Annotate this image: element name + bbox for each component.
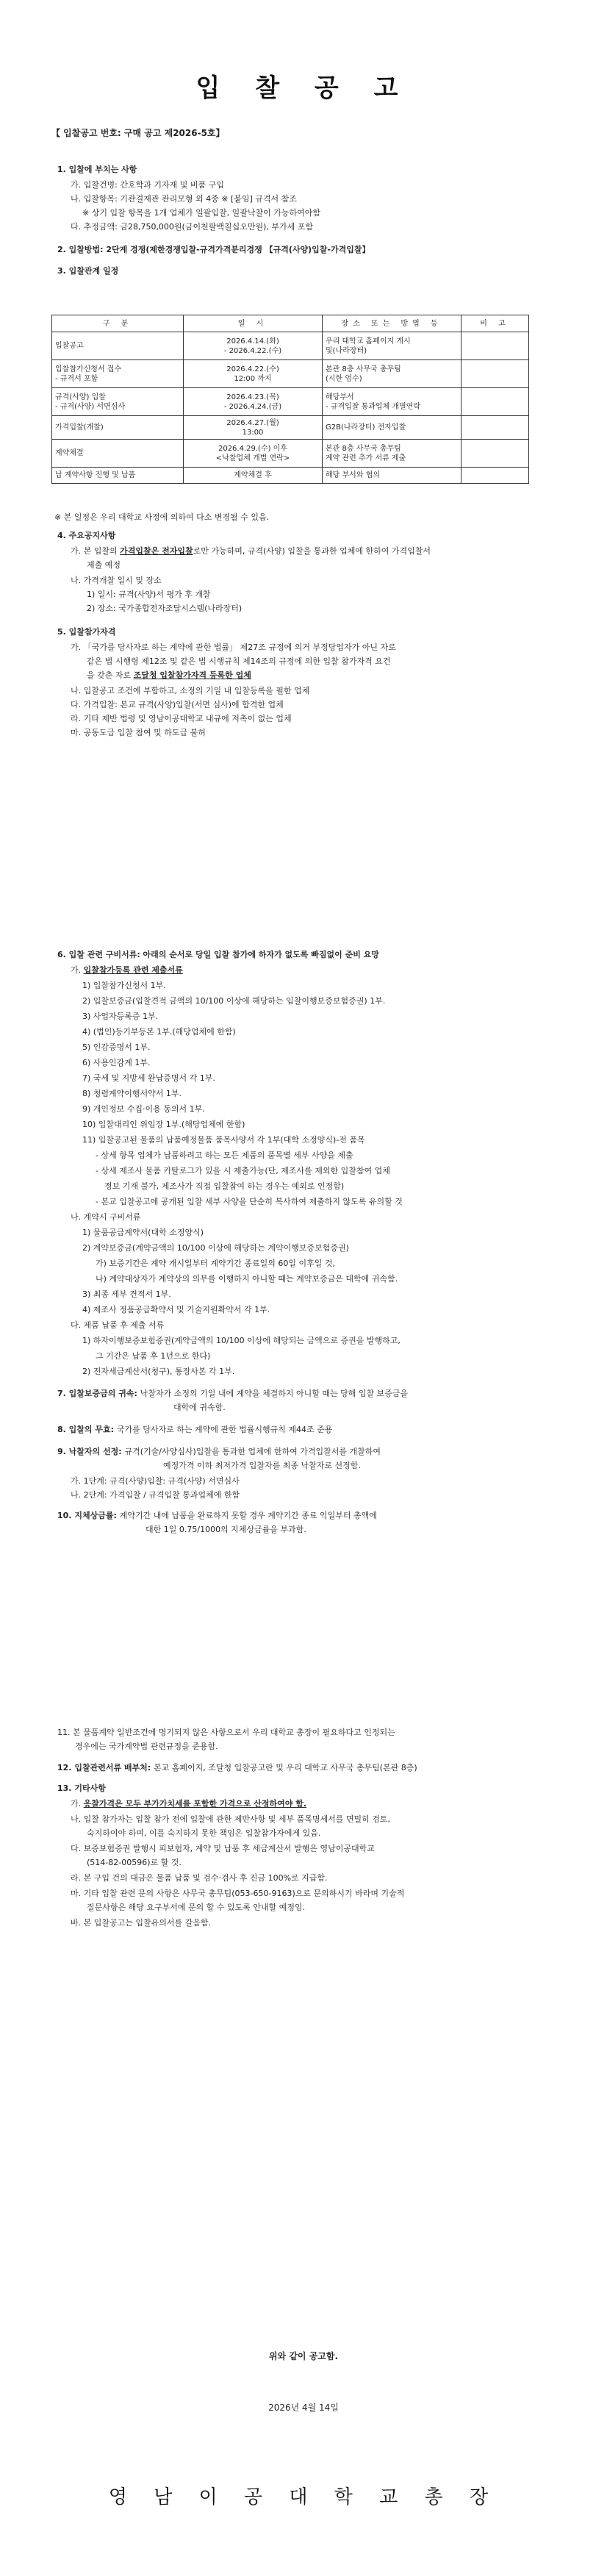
body-line — [57, 531, 115, 541]
body-line — [82, 1135, 365, 1145]
schedule-cell-category: 규격(사양) 입찰 - 규격(사양) 서면심사 — [52, 388, 184, 416]
schedule-cell-place: 해당부서 - 규격입찰 통과업체 개별연락 — [323, 388, 461, 416]
line-text: 11) 입찰공고된 물품의 납품예정물품 품목사양서 각 1부(대학 소정양식)-전 품목 — [82, 1135, 365, 1145]
line-text: 8) 청렴계약이행서약서 1부. — [82, 1089, 182, 1098]
body-line — [96, 1197, 403, 1207]
line-text: 경우에는 국가계약법 관련규정을 준용함. — [75, 1742, 218, 1751]
line-text: - 본교 입찰공고에 공개된 입찰 세부 사양을 단순히 복사하여 제출하지 않도록 유의할 것 — [96, 1197, 403, 1206]
body-line — [71, 1918, 211, 1928]
body-line — [82, 1367, 234, 1377]
line-text: 5. 입찰참가자격 — [57, 627, 116, 637]
line-text: 바. 본 입찰공고는 입찰유의서를 갈음함. — [71, 1918, 211, 1928]
line-text-part: 응찰가격은 모두 부가가치세를 포함한 가격으로 산정하여야 함. — [83, 1799, 307, 1808]
body-line — [82, 1336, 401, 1346]
line-text-part: 본교 홈페이지, 조달청 입찰공고란 및 우리 대학교 사무국 총무팀(본관 8층) — [154, 1763, 417, 1772]
line-text: 1. 입찰에 부치는 사항 — [57, 165, 137, 174]
line-text: 1) 일시: 규격(사양)서 평가 후 개찰 — [87, 590, 211, 599]
body-line — [71, 576, 162, 586]
body-line — [71, 1212, 141, 1223]
body-line — [163, 1461, 361, 1471]
body-line — [57, 950, 379, 960]
body-line — [82, 1243, 349, 1253]
line-text: 다. 보증보험증권 발행시 피보험자, 계약 및 납품 후 세금계산서 발행은 영남이공대학교 — [71, 1844, 375, 1853]
body-line — [82, 1012, 158, 1022]
line-text: 5) 인감증명서 1부. — [82, 1042, 151, 1052]
line-text: 2) 계약보증금(계약금액의 10/100 이상에 해당하는 계약이행보증보험증권) — [82, 1243, 349, 1253]
body-line — [96, 1151, 353, 1161]
schedule-cell-remarks — [461, 360, 529, 388]
line-text: 9. 낙찰자의 선정: — [57, 1447, 125, 1456]
schedule-table — [51, 315, 529, 484]
schedule-cell-remarks — [461, 468, 529, 484]
schedule-row — [52, 388, 529, 416]
line-text: 그 기간은 납품 후 1년으로 한다) — [96, 1351, 211, 1361]
body-line — [71, 686, 309, 696]
line-text-part: 낙찰자가 소정의 기일 내에 계약을 체결하지 아니할 때는 당해 입찰 보증금을 — [140, 1389, 409, 1398]
line-text-part: 국가를 당사자로 하는 계약에 관한 법률시행규칙 제44조 준용 — [116, 1425, 333, 1434]
body-line — [146, 1525, 306, 1535]
line-text: 13. 기타사항 — [57, 1783, 106, 1793]
line-text: - 상세 항목 업체가 납품하려고 하는 모든 제품의 품목별 세부 사양을 제출 — [96, 1151, 353, 1160]
body-line — [87, 1858, 182, 1868]
line-text: 마. 기타 입찰 관련 문의 사항은 사무국 총무팀(053-650-9163)으로 문의하시기 바라며 기술적 — [71, 1889, 405, 1898]
body-line — [71, 194, 297, 204]
schedule-cell-category: 입찰참가신청서 접수 - 규격서 포함 — [52, 360, 184, 388]
schedule-header-place: 장소 또는 방법 등 — [323, 315, 461, 332]
schedule-cell-datetime: 2026.4.29.(수) 이후 <낙찰업체 개별 연락> — [184, 440, 323, 468]
line-text: ※ 본 일정은 우리 대학교 사정에 의하여 다소 변경될 수 있음. — [54, 512, 270, 522]
line-text: 6) 사용인감계 1부. — [82, 1058, 151, 1067]
body-line — [71, 1889, 404, 1899]
schedule-header-remarks: 비 고 — [461, 315, 529, 332]
schedule-row — [52, 440, 529, 468]
body-line — [57, 1447, 381, 1457]
body-line — [71, 546, 431, 557]
body-line — [82, 1305, 270, 1315]
body-line — [57, 245, 370, 255]
body-line — [96, 1259, 335, 1269]
line-text: 나. 입찰 참가자는 입찰 참가 전에 입찰에 관한 제반사항 및 세부 품목명세서를 면밀히 검토, — [71, 1814, 390, 1824]
line-text: 나. 입찰공고 조건에 부합하고, 소정의 기일 내 입찰등록을 필한 업체 — [71, 686, 310, 695]
body-line — [71, 222, 313, 232]
line-text: 같은 법 시행령 제12조 및 같은 법 시행규칙 제14조의 규정에 의한 입찰 참가자격 요건 — [87, 656, 391, 666]
line-text: 9) 개인정보 수집·이용 동의서 1부. — [82, 1104, 205, 1114]
body-line — [71, 1490, 240, 1500]
body-line — [57, 165, 137, 175]
line-text: 4) (법인)등기부등본 1부.(해당업체에 한함) — [82, 1027, 236, 1037]
schedule-cell-datetime: 2026.4.14.(화) - 2026.4.22.(수) — [184, 332, 323, 360]
body-line — [96, 1351, 210, 1362]
schedule-row — [52, 468, 529, 484]
line-text-part: 조달청 입찰참가자격 등록한 업체 — [133, 670, 251, 680]
body-line — [82, 1089, 182, 1099]
line-text: 다. 제품 납품 후 제출 서류 — [71, 1320, 165, 1330]
schedule-cell-category: 계약체결 — [52, 440, 184, 468]
line-text: 대학에 귀속함. — [173, 1403, 226, 1412]
line-text: 1) 물품공급계약서(대학 소정양식) — [82, 1228, 204, 1237]
schedule-cell-place: 본관 8층 사무국 총무팀 (시한 엄수) — [323, 360, 461, 388]
line-text: 2) 장소: 국가종합전자조달시스템(나라장터) — [87, 604, 243, 613]
line-text: 4) 제조사 정품공급확약서 및 기술지원확약서 각 1부. — [82, 1305, 270, 1314]
body-line — [57, 266, 118, 276]
line-text: 제출 예정 — [87, 560, 121, 570]
body-line — [96, 1166, 390, 1176]
schedule-row — [52, 332, 529, 360]
line-text: 2. 입찰방법: 2단계 경쟁(제한경쟁입찰-규격가격분리경쟁 【규격(사양)입찰-가격입찰】 — [57, 245, 370, 254]
body-line — [87, 560, 121, 570]
signer-name: 영 남 이 공 대 학 교 총 장 — [108, 2486, 499, 2508]
schedule-cell-datetime: 계약체결 후 — [184, 468, 323, 484]
body-line — [82, 1289, 171, 1300]
line-text-part: 규격(기술/사양심사)입찰을 통과한 업체에 한하여 가격입찰서를 개찰하여 — [124, 1447, 381, 1456]
line-text-part: 가격입찰은 전자입찰 — [120, 546, 193, 556]
body-line — [71, 728, 206, 738]
line-text: 을 갖춘 자로 — [87, 670, 134, 680]
body-line — [71, 1476, 240, 1486]
line-text: 11. 본 물품계약 일반조건에 명기되지 않은 사항으로서 우리 대학교 총장이 필요하다고 인정되는 — [57, 1728, 395, 1737]
schedule-cell-place: G2B(나라장터) 전자입찰 — [323, 416, 461, 440]
body-line — [71, 1799, 306, 1809]
line-text: 8. 입찰의 무효: — [57, 1425, 117, 1434]
line-text: 10) 입찰대리인 위임장 1부.(해당업체에 한함) — [82, 1120, 245, 1129]
body-line — [82, 996, 385, 1006]
line-text: 7. 입찰보증금의 귀속: — [57, 1389, 140, 1398]
body-line — [87, 604, 242, 614]
line-text: - 상세 제조사 물품 카탈로그가 있을 시 제출가능(단, 제조사를 제외한 입찰참여 업체 — [96, 1166, 390, 1176]
body-line — [57, 627, 115, 637]
schedule-header-category: 구 분 — [52, 315, 184, 332]
line-text: 숙지하여야 하며, 이를 숙지하지 못한 책임은 입찰참가자에게 있음. — [87, 1828, 321, 1838]
schedule-cell-datetime: 2026.4.22.(수) 12:00 까지 — [184, 360, 323, 388]
line-text: 가. — [71, 1799, 84, 1808]
line-text: 나. 입찰항목: 기관결재관 관리모형 외 4종 ※ [붙임] 규격서 참조 — [71, 194, 297, 204]
line-text: 다. 추정금액: 금28,750,000원(금이천팔백칠십오만원), 부가세 포함 — [71, 222, 314, 232]
schedule-header-datetime: 일 시 — [184, 315, 323, 332]
body-line — [82, 1228, 204, 1238]
schedule-cell-remarks — [461, 332, 529, 360]
schedule-cell-category: 가격입찰(개찰) — [52, 416, 184, 440]
body-line — [173, 1403, 226, 1413]
line-text: 나. 가격개찰 일시 및 장소 — [71, 576, 162, 585]
line-text: ※ 상기 입찰 항목을 1개 업체가 일괄입찰, 일괄낙찰이 가능하여야함 — [82, 208, 320, 218]
body-line — [71, 1320, 164, 1331]
line-text: 7) 국세 및 지방세 완납증명서 각 1부. — [82, 1073, 215, 1083]
body-line — [82, 981, 166, 991]
line-text: 마. 공동도급 입찰 참여 및 하도급 불허 — [71, 728, 206, 737]
schedule-cell-datetime: 2026.4.23.(목) - 2026.4.24.(금) — [184, 388, 323, 416]
line-text: 나. 2단계: 가격입찰 / 규격입찰 통과업체에 한함 — [71, 1490, 240, 1500]
line-text: 6. 입찰 관련 구비서류: 아래의 순서로 당일 입찰 참가에 하자가 없도록 빠짐없이 준비 요망 — [57, 950, 379, 959]
line-text: 3. 입찰관계 일정 — [57, 266, 119, 276]
body-line — [87, 590, 211, 600]
line-text: 가. 본 입찰의 — [71, 546, 121, 556]
body-line — [57, 1425, 332, 1435]
line-text: 라. 본 구입 건의 대금은 물품 납품 및 검수·검사 후 진금 100%로 지급함. — [71, 1873, 328, 1883]
body-line — [82, 1073, 215, 1084]
line-text-part: 계약기간 내에 납품을 완료하지 못할 경우 계약기간 종료 익일부터 총액에 — [119, 1511, 377, 1520]
closing-statement: 위와 같이 공고함. — [268, 2351, 339, 2361]
body-line — [71, 643, 396, 653]
body-line — [82, 208, 320, 218]
schedule-row — [52, 360, 529, 388]
schedule-cell-datetime: 2026.4.27.(월) 13:00 — [184, 416, 323, 440]
line-text: 대한 1일 0.75/1000의 지체상금률을 부과함. — [146, 1525, 306, 1534]
line-text: 10. 지체상금률: — [57, 1511, 120, 1520]
line-text-part: 로만 가능하며, 규격(사양) 입찰을 통과한 업체에 한하여 가격입찰서 — [193, 546, 431, 556]
body-line — [82, 1042, 151, 1053]
schedule-cell-place: 본관 8층 사무국 총무팀 계약 관련 추가 서류 제출 — [323, 440, 461, 468]
schedule-cell-remarks — [461, 440, 529, 468]
body-line — [87, 1828, 320, 1839]
line-text: 질문사항은 해당 요구부서에 문의 할 수 있도록 안내할 예정임. — [87, 1903, 306, 1912]
body-line — [71, 714, 292, 724]
body-line — [82, 1104, 205, 1115]
line-text: 예정가격 이하 최저가격 입찰자를 최종 낙찰자로 선정함. — [163, 1461, 361, 1470]
body-line — [104, 1181, 344, 1192]
schedule-cell-category: 입찰공고 — [52, 332, 184, 360]
line-text: 12. 입찰관련서류 배부처: — [57, 1763, 154, 1772]
notice-number: 【 입찰공고 번호: 구매 공고 제2026-5호】 — [51, 128, 225, 138]
line-text: 다. 가격입찰: 본교 규격(사양)입찰(서면 심사)에 합격한 업체 — [71, 700, 284, 709]
line-text: 3) 최종 세부 견적서 1부. — [82, 1289, 171, 1299]
line-text: 가) 보증기간은 계약 개시일부터 계약기간 종료일의 60일 이후일 것, — [96, 1259, 336, 1268]
line-text: 나. 계약시 구비서류 — [71, 1212, 141, 1222]
schedule-row — [52, 416, 529, 440]
body-line — [71, 1873, 328, 1883]
line-text: 2) 입찰보증금(입찰견적 금액의 10/100 이상에 해당하는 입찰이행보증보험증권) 1부. — [82, 996, 386, 1006]
line-text: 정보 기재 불가, 제조사가 직접 입찰참여 하는 경우는 예외로 인정함) — [104, 1181, 345, 1191]
line-text: 3) 사업자등록증 1부. — [82, 1012, 159, 1021]
line-text: 가. 「국가를 당사자로 하는 계약에 관한 법률」 제27조 규정에 의거 부정당업자가 아닌 자로 — [71, 643, 396, 652]
body-line — [71, 1814, 390, 1825]
schedule-cell-remarks — [461, 388, 529, 416]
body-line — [71, 965, 183, 976]
body-line — [87, 656, 390, 667]
line-text: 가. 1단계: 규격(사양)입찰: 규격(사양) 서면심사 — [71, 1476, 240, 1486]
body-line — [54, 512, 269, 523]
body-line — [71, 700, 284, 710]
line-text: 가. 입찰건명: 간호학과 기자재 및 비품 구입 — [71, 180, 224, 190]
body-line — [96, 1274, 398, 1284]
schedule-cell-category: 납 계약사항 진행 및 납품 — [52, 468, 184, 484]
line-text: (514-82-00596)로 할 것. — [87, 1858, 182, 1867]
line-text: 2) 전자세금계산서(청구), 통장사본 각 1부. — [82, 1367, 235, 1376]
body-line — [71, 1844, 375, 1854]
body-line — [57, 1511, 377, 1521]
body-line — [82, 1120, 245, 1130]
body-line — [57, 1389, 408, 1399]
line-text: 가. — [71, 965, 84, 975]
line-text: 나) 계약대상자가 계약상의 의무를 이행하지 아니할 때는 계약보증금은 대학에 귀속함. — [96, 1274, 398, 1284]
body-line — [87, 670, 251, 681]
body-line — [57, 1728, 395, 1738]
body-line — [82, 1058, 151, 1068]
body-line — [57, 1763, 417, 1773]
line-text: 1) 하자이행보증보험증권(계약금액의 10/100 이상에 해당되는 금액으로 증권을 발행하고, — [82, 1336, 401, 1345]
document-title: 입 찰 공 고 — [195, 74, 412, 103]
body-line — [57, 1783, 106, 1794]
body-line — [82, 1027, 236, 1037]
schedule-cell-remarks — [461, 416, 529, 440]
line-text-part: 입찰참가등록 관련 제출서류 — [83, 965, 183, 975]
line-text: 라. 기타 제반 법령 및 영남이공대학교 내규에 저촉이 없는 업체 — [71, 714, 292, 723]
schedule-header-row — [52, 315, 529, 332]
line-text: 1) 입찰참가신청서 1부. — [82, 981, 166, 990]
line-text: 4. 주요공지사항 — [57, 531, 116, 540]
body-line — [71, 180, 224, 190]
schedule-cell-place: 해당 부서와 협의 — [323, 468, 461, 484]
body-line — [75, 1742, 218, 1752]
closing-date: 2026년 4월 14일 — [268, 2403, 339, 2413]
schedule-cell-place: 우리 대학교 홈페이지 게시 및(나라장터) — [323, 332, 461, 360]
body-line — [87, 1903, 305, 1913]
